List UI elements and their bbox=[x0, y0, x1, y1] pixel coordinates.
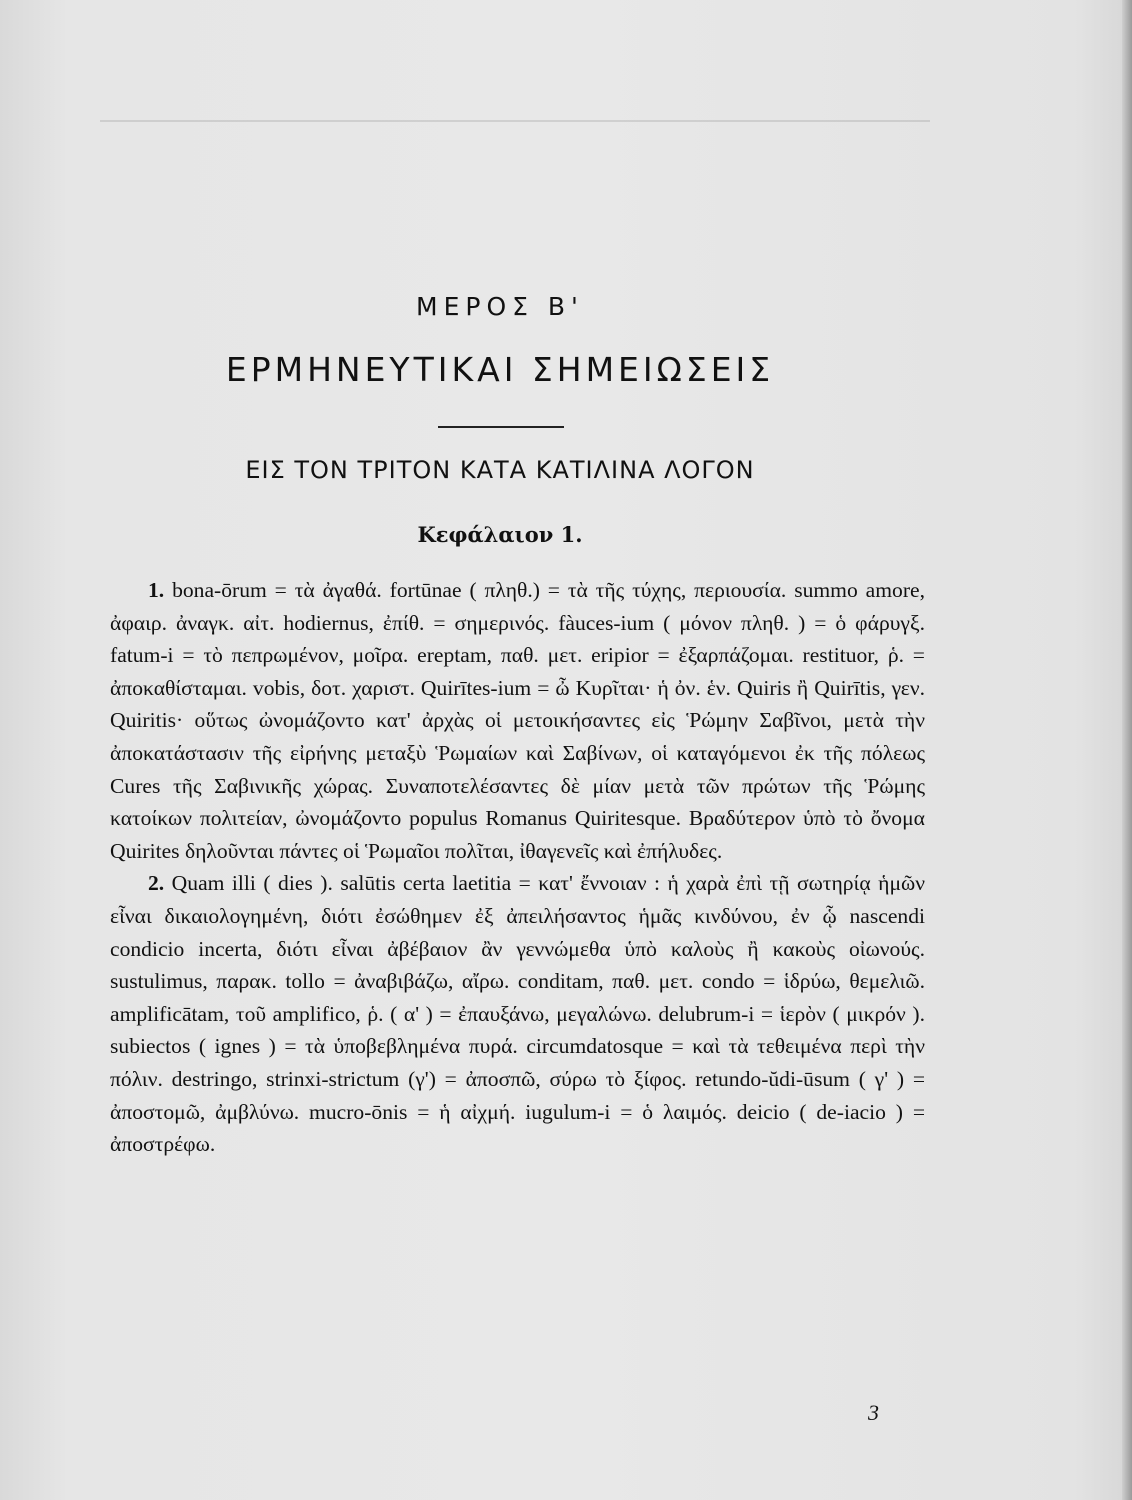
main-title: ΕΡΜΗΝΕΥΤΙΚΑΙ ΣΗΜΕΙΩΣΕΙΣ bbox=[225, 350, 775, 389]
paragraph-text: bona-ōrum = τὰ ἀγαθά. fortūnae ( πληθ.) = τὰ τῆς τύχης, περιουσία. summo amore, ἀφαιρ. ἀναγκ. αἰτ. hodiernus, ἐπίθ. = σημερινός. fàuces-ium ( μόνον πληθ. ) = ὁ φάρυγξ. fatum-i = τὸ πεπρωμένον, μοῖρα. ereptam, παθ. μετ. eripior = ἐξαρπάζομαι. restituor, ῥ. = ἀποκαθίσταμαι. vobis, δοτ. χαριστ. Quirītes-ium = ὦ Κυρῖται· ἡ ὀν. ἑν. Quiris ἢ Quirītis, γεν. Quiritis· οὕτως ὠνομάζοντο κατ' ἀρχὰς οἱ μετοικήσαντες εἰς Ῥώμην Σαβῖνοι, μετὰ τὴν ἀποκατάστασιν τῆς εἰρήνης μεταξὺ Ῥωμαίων καὶ Σαβίνων, οἱ καταγόμενοι ἐκ τῆς πόλεως Cures τῆς Σαβινικῆς χώρας. Συναποτελέσαντες δὲ μίαν μετὰ τῶν πρώτων τῆς Ῥώμης κατοίκων πολιτείαν, ὠνομάζοντο populus Romanus Quiritesque. Βραδύτερον ὑπὸ τὸ ὄνομα Quirites δηλοῦνται πάντες οἱ Ῥωμαῖοι πολῖται, ἰθαγενεῖς καὶ ἐπήλυδες. bbox=[110, 578, 925, 863]
chapter-heading: Κεφάλαιον 1. bbox=[417, 522, 583, 547]
paragraph-1 bbox=[110, 574, 925, 867]
subtitle: ΕΙΣ ΤΟΝ ΤΡΙΤΟΝ ΚΑΤΑ ΚΑΤΙΛΙΝΑ ΛΟΓΟΝ bbox=[245, 456, 755, 484]
paragraph-number: 1. bbox=[148, 578, 165, 602]
bleed-through-header-rule bbox=[100, 86, 930, 122]
paragraph-text: Quam illi ( dies ). salūtis certa laetitia = κατ' ἔννοιαν : ἡ χαρὰ ἐπὶ τῇ σωτηρίᾳ ἡμῶν εἶναι δικαιολογημένη, διότι ἐσώθημεν ἐξ ἀπειλήσαντος ἡμᾶς κινδύνου, ἐν ᾧ nascendi condicio incerta, διότι εἶναι ἀβέβαιον ἂν γεννώμεθα ὑπὸ καλοὺς ἢ κακοὺς οἰωνούς. sustulimus, παρακ. tollo = ἀναβιβάζω, αἴρω. conditam, παθ. μετ. condo = ἱδρύω, θεμελιῶ. amplificātam, τοῦ amplifico, ῥ. ( α' ) = ἐπαυξάνω, μεγαλώνω. delubrum-i = ἱερὸν ( μικρόν ). subiectos ( ignes ) = τὰ ὑποβεβλημένα πυρά. circumdatosque = καὶ τὰ τεθειμένα περὶ τὴν πόλιν. destringo, strinxi-strictum (γ') = ἀποσπῶ, σύρω τὸ ξίφος. retundo-ŭdi-ūsum ( γ' ) = ἀποστομῶ, ἀμβλύνω. mucro-ōnis = ἡ αἰχμή. iugulum-i = ὁ λαιμός. deicio ( de-iacio ) = ἀποστρέφω. bbox=[110, 871, 925, 1157]
part-label: ΜΕΡΟΣ Β' bbox=[416, 292, 584, 321]
title-divider bbox=[438, 426, 564, 428]
body-text bbox=[110, 574, 925, 1161]
paragraph-number: 2. bbox=[148, 871, 165, 896]
paragraph-2 bbox=[110, 867, 925, 1160]
page-number: 3 bbox=[868, 1400, 879, 1425]
page-edge-shadow bbox=[1122, 0, 1132, 1500]
